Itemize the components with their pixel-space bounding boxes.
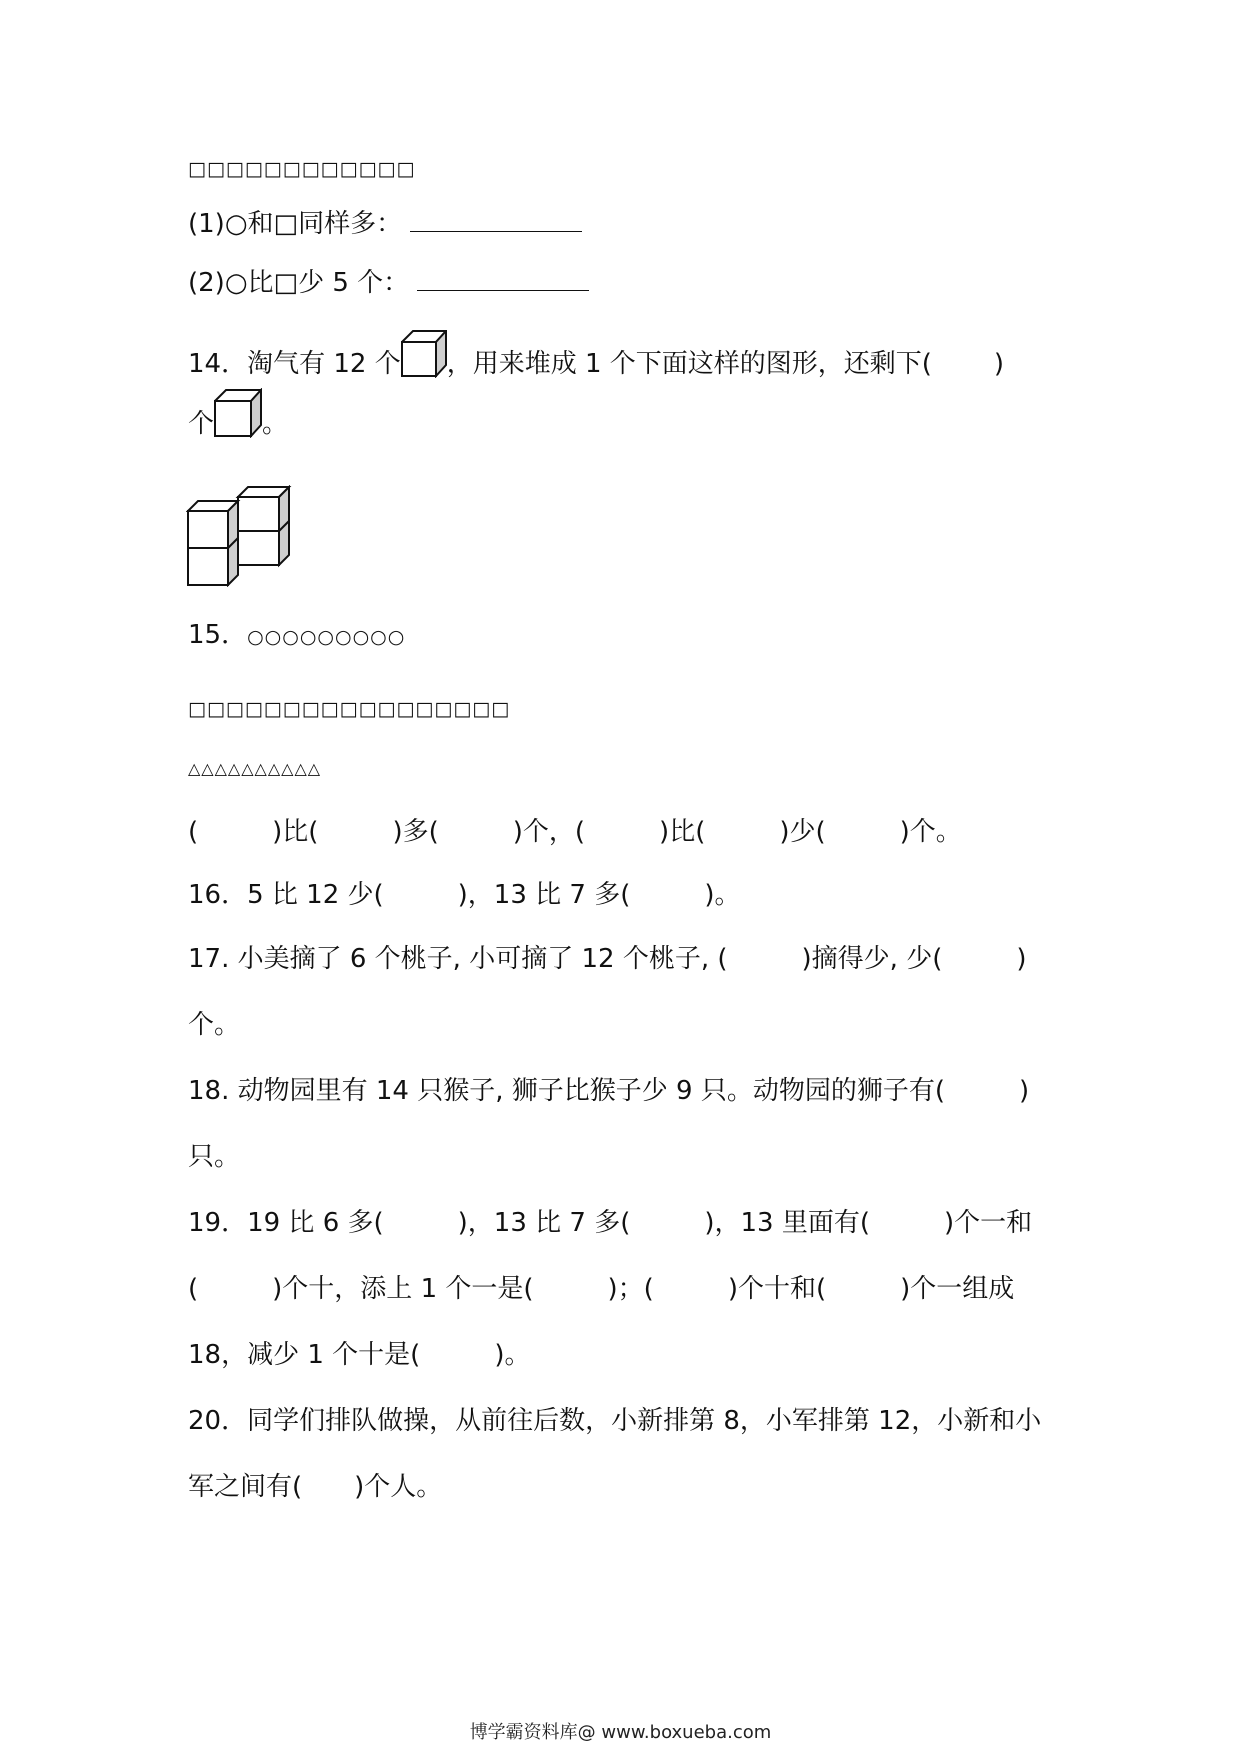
q18-line1 [188, 1074, 1029, 1108]
q13-sub1-label: (1)○和□同样多： [188, 209, 403, 239]
q14-text-b: ，用来堆成 1 个下面这样的图形，还剩下( [446, 349, 932, 379]
q18-text: ) [1018, 1076, 1030, 1106]
q16-text: 16．5 比 12 少( [188, 880, 384, 910]
q17-text: )摘得少, 少( [801, 944, 943, 974]
q15-line-circles [188, 618, 405, 654]
q19-text: )个十，添上 1 个一是( [272, 1274, 534, 1304]
q19-line2 [188, 1272, 1014, 1306]
q14-line2 [188, 388, 288, 447]
q15-text: )个，( [512, 817, 586, 847]
q19-text: )。 [494, 1340, 531, 1370]
q19-text: 18，减少 1 个十是( [188, 1340, 421, 1370]
q20-line2 [188, 1470, 442, 1504]
q20-text: )个人。 [354, 1472, 443, 1502]
q16-text: )。 [704, 880, 741, 910]
q15-number: 15． [188, 620, 248, 650]
q20-line1: 20．同学们排队做操，从前往后数，小新排第 8，小军排第 12，小新和小 [188, 1406, 1042, 1436]
q14-text-a: 14．淘气有 12 个 [188, 349, 401, 379]
q19-text: )个一组成 [900, 1274, 1015, 1304]
q15-text: )比( [272, 817, 319, 847]
q17-line1 [188, 942, 1027, 976]
q13-sub2-answer-blank[interactable] [417, 270, 589, 291]
q19-text: )，13 比 7 多( [457, 1208, 631, 1238]
q19-text: )个十和( [727, 1274, 827, 1304]
footer-watermark: 博学霸资料库@ www.boxueba.com [469, 1722, 772, 1743]
cube-icon [214, 388, 262, 447]
q17-text: ) [1016, 944, 1027, 974]
q15-text: )个。 [899, 817, 962, 847]
q20-text: 军之间有( [188, 1472, 303, 1502]
q13-shapes-row: □□□□□□□□□□□□ [188, 158, 416, 180]
q19-text: )；( [607, 1274, 654, 1304]
q19-text: 19．19 比 6 多( [188, 1208, 384, 1238]
q13-sub1-answer-blank[interactable] [410, 211, 582, 232]
q14-text-d: 个 [188, 409, 215, 439]
q16-line [188, 878, 741, 912]
stacked-cubes-figure [186, 485, 292, 591]
q17-text: 17. 小美摘了 6 个桃子, 小可摘了 12 个桃子, ( [188, 944, 728, 974]
q19-text: )个一和 [944, 1208, 1033, 1238]
q19-line1 [188, 1206, 1032, 1240]
q15-text: )少( [779, 817, 826, 847]
q19-text: ( [188, 1274, 199, 1304]
q16-text: )，13 比 7 多( [457, 880, 631, 910]
q19-line3 [188, 1338, 530, 1372]
q17-line2: 个。 [188, 1010, 241, 1040]
q14-line1 [188, 330, 1004, 387]
q14-text-c: ) [993, 349, 1005, 379]
q15-blanks-line [188, 815, 962, 849]
q14-text-e: 。 [262, 409, 289, 439]
q15-squares: □□□□□□□□□□□□□□□□□ [188, 698, 511, 720]
q15-text: )比( [659, 817, 706, 847]
q19-text: )，13 里面有( [704, 1208, 871, 1238]
q15-text: ( [188, 817, 199, 847]
q18-text: 18. 动物园里有 14 只猴子, 狮子比猴子少 9 只。动物园的狮子有( [188, 1076, 945, 1106]
q13-sub2 [188, 266, 589, 300]
q18-line2: 只。 [188, 1142, 241, 1172]
cube-icon [401, 330, 447, 387]
q15-text: )多( [392, 817, 439, 847]
q13-sub2-label: (2)○比□少 5 个： [188, 268, 410, 298]
q15-triangles: △△△△△△△△△△ [188, 759, 322, 778]
q15-circles: ○○○○○○○○○ [247, 626, 406, 648]
q13-sub1 [188, 207, 582, 241]
